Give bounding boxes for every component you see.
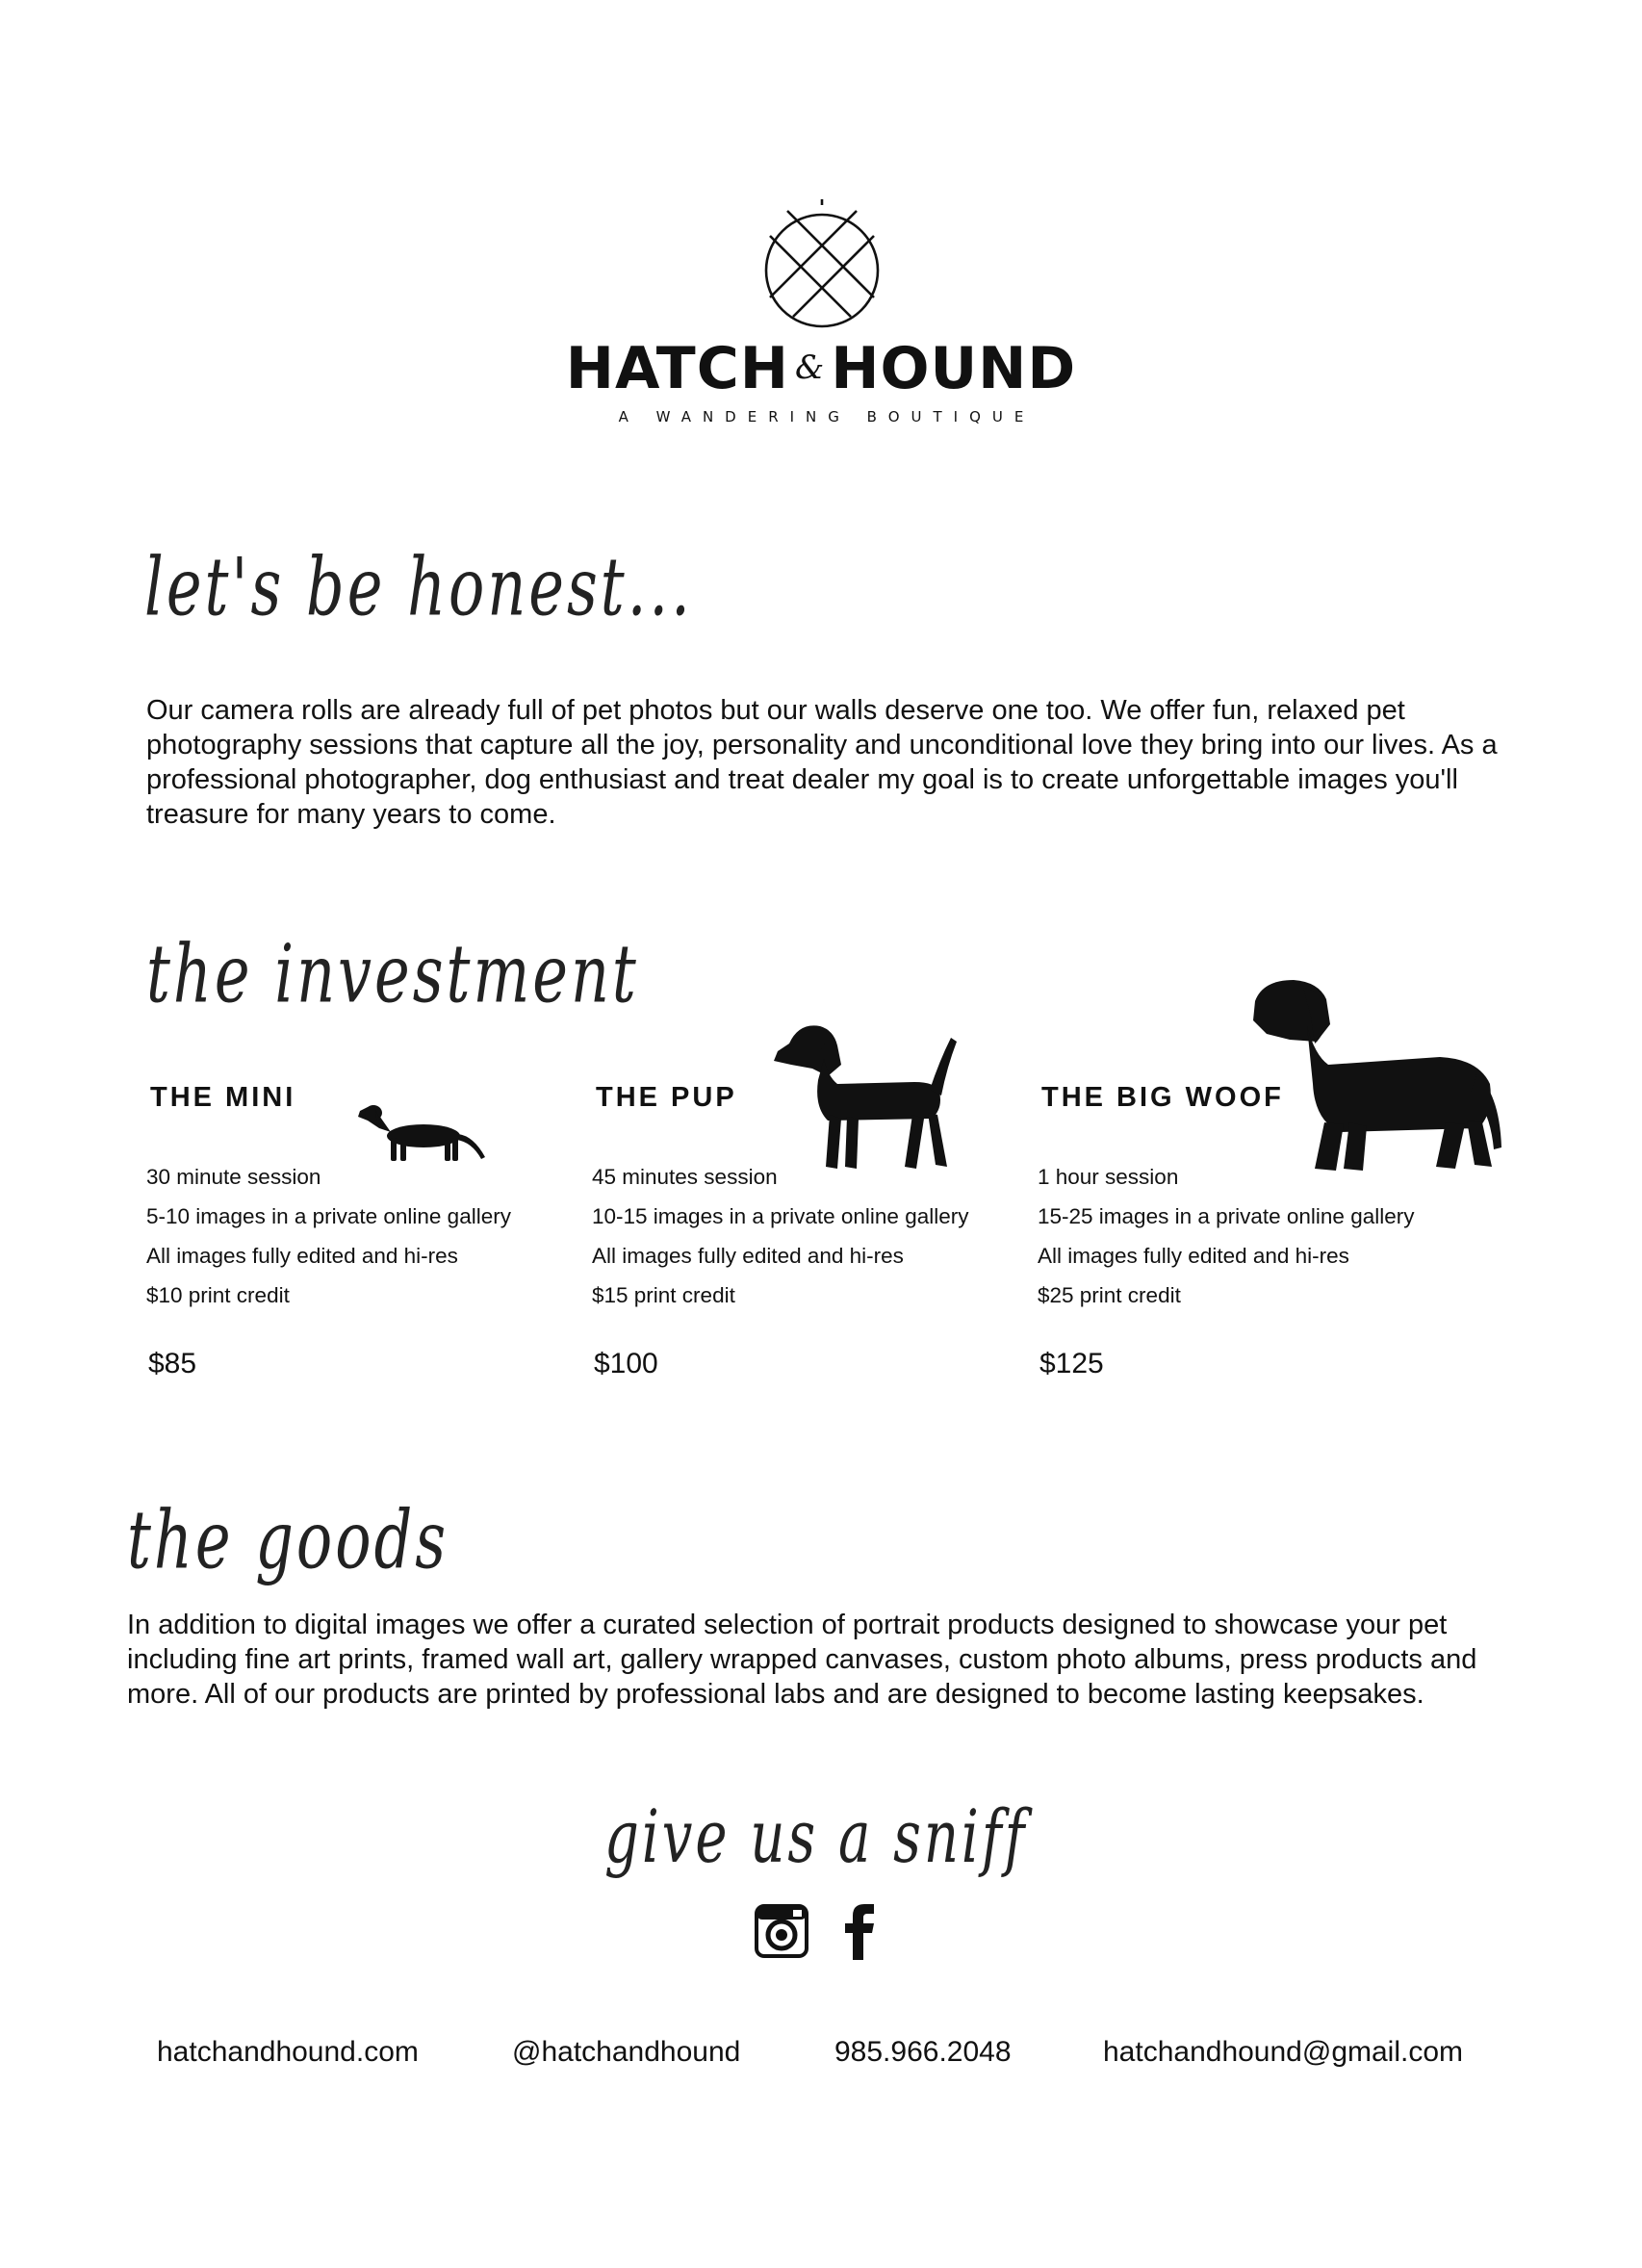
st-bernard-icon [1247,978,1507,1174]
feature-duration: 30 minute session [146,1165,321,1189]
contact-phone[interactable]: 985.966.2048 [834,2036,1012,2068]
investment-heading: the investment [146,926,639,1021]
feature-duration: 45 minutes session [592,1165,778,1189]
brand-name [0,335,1642,402]
feature-gallery: 5-10 images in a private online gallery [146,1204,511,1228]
package-price: $125 [1039,1348,1104,1379]
package-features [592,1157,968,1315]
goods-paragraph: In addition to digital images we offer a curated selection of portrait products designed to showcase your pet including fine art prints, framed wall art, gallery wrapped canvases, custom photo albums, press products and more. All of our products are printed by professional labs and are designed to become lasting keepsakes. [127,1610,1477,1710]
brand-ampersand: & [794,348,826,387]
logo-mark-icon [758,197,885,334]
feature-gallery: 10-15 images in a private online gallery [592,1204,969,1228]
feature-editing: All images fully edited and hi-res [1038,1244,1349,1268]
package-price: $85 [148,1348,197,1379]
package-mini [146,1059,579,1405]
package-big-woof [1038,1059,1471,1405]
brand-name-right: HOUND [831,335,1077,402]
feature-gallery: 15-25 images in a private online gallery [1038,1204,1415,1228]
social-heading: give us a sniff [604,1795,1028,1880]
feature-print-credit: $15 print credit [592,1283,735,1307]
package-features [1038,1157,1414,1315]
feature-duration: 1 hour session [1038,1165,1179,1189]
contact-website-link[interactable]: hatchandhound.com [157,2036,419,2068]
facebook-icon[interactable] [843,1902,878,1960]
package-pup [592,1059,1025,1405]
package-title: THE BIG WOOF [1041,1082,1284,1113]
contact-email-link[interactable]: hatchandhound@gmail.com [1103,2036,1464,2068]
package-price: $100 [594,1348,658,1379]
feature-editing: All images fully edited and hi-res [592,1244,904,1268]
brand-tagline: A WANDERING BOUTIQUE [618,408,1036,425]
intro-heading: let's be honest... [144,539,693,634]
goods-heading: the goods [127,1492,449,1587]
package-title: THE MINI [150,1082,296,1113]
feature-print-credit: $25 print credit [1038,1283,1181,1307]
brand-name-left: HATCH [565,335,789,402]
terrier-icon [770,1022,958,1174]
package-title: THE PUP [596,1082,737,1113]
feature-print-credit: $10 print credit [146,1283,290,1307]
contact-social-handle[interactable]: @hatchandhound [512,2036,741,2068]
feature-editing: All images fully edited and hi-res [146,1244,458,1268]
instagram-icon[interactable] [755,1904,808,1958]
package-features [146,1157,511,1315]
intro-paragraph: Our camera rolls are already full of pet photos but our walls deserve one too. We offer fun, relaxed pet photography sessions that capture all the joy, personality and unconditional love they bring into our lives. As a professional photographer, dog enthusiast and treat dealer my goal is to create unforgettable images you'll treasure for many years to come. [146,695,1498,830]
